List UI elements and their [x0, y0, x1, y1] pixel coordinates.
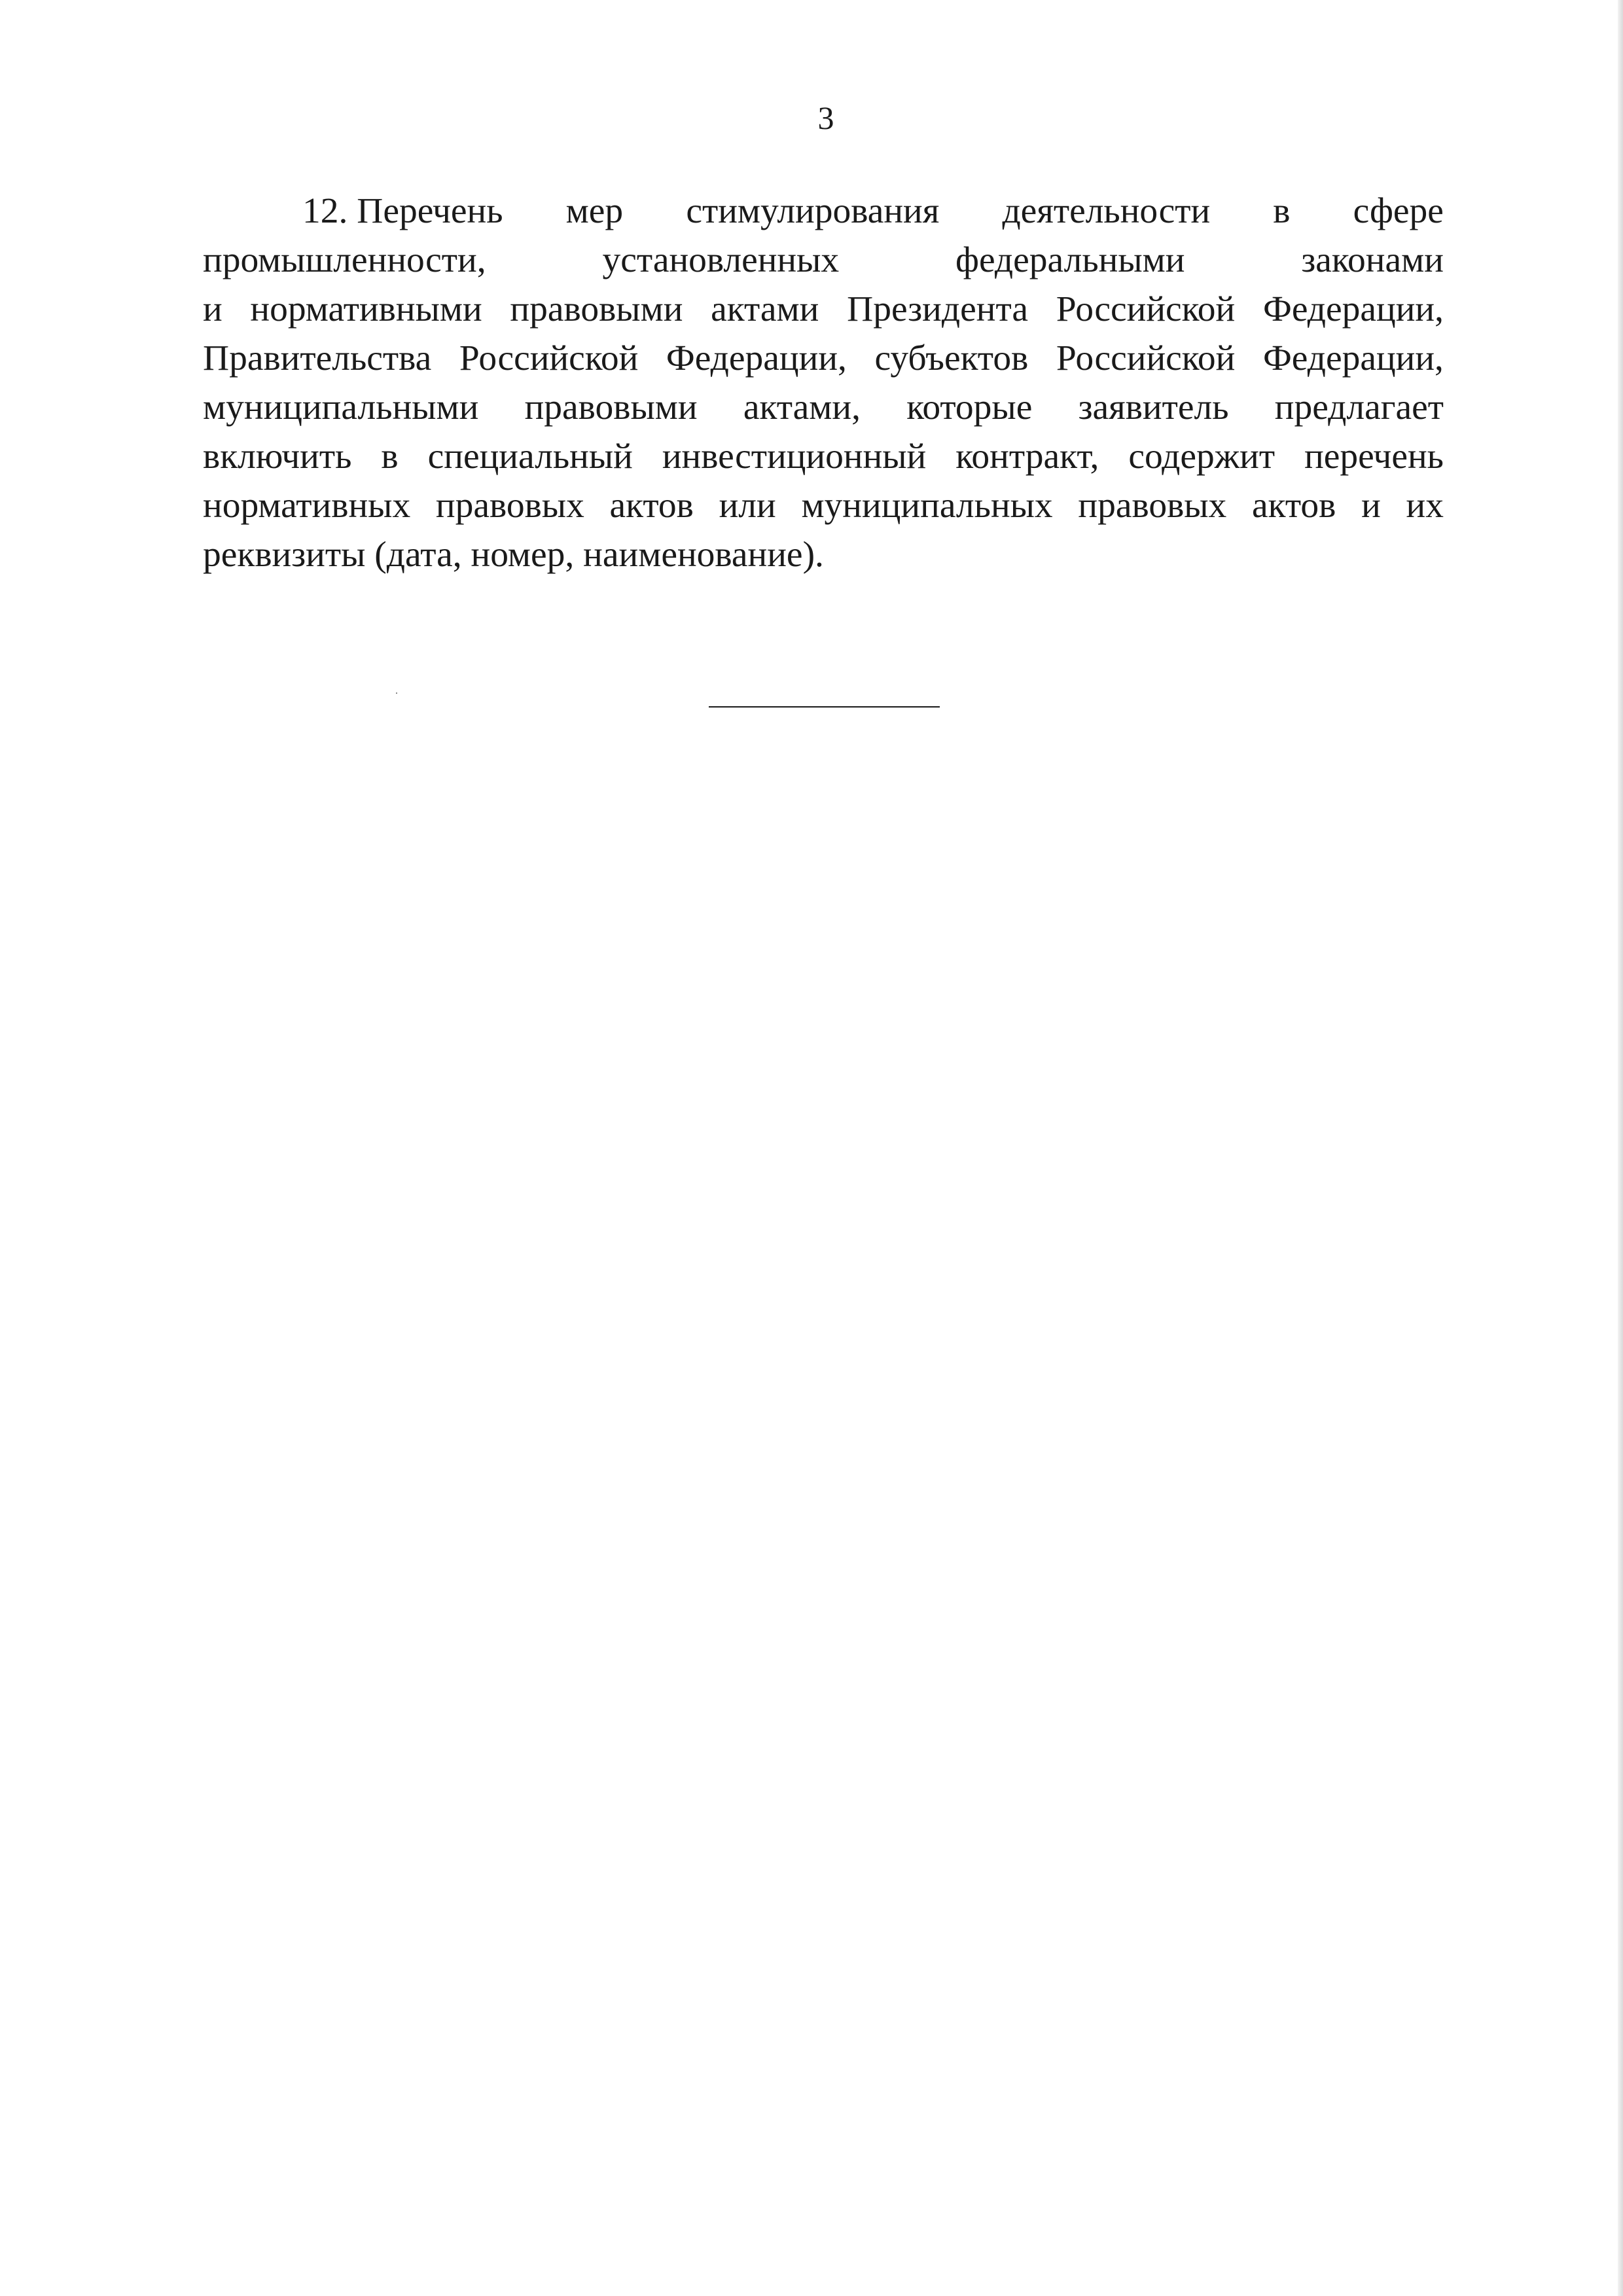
word: мер	[565, 191, 624, 231]
paragraph-line-3	[203, 285, 1444, 334]
word: муниципальными	[203, 387, 479, 427]
word: актами	[711, 289, 819, 329]
word: включить	[203, 437, 352, 476]
word: в	[381, 437, 399, 476]
word: субъектов	[874, 338, 1029, 378]
end-of-document-rule	[709, 706, 940, 708]
word: правовыми	[510, 289, 683, 329]
paragraph-12	[203, 187, 1444, 579]
word: их	[1406, 486, 1444, 526]
word: сфере	[1353, 191, 1444, 231]
word: инвестиционный	[662, 437, 927, 476]
paragraph-line-8: реквизиты (дата, номер, наименование).	[203, 535, 824, 575]
word: федеральными	[955, 240, 1185, 280]
paragraph-line-4	[203, 334, 1444, 383]
word: стимулирования	[686, 191, 940, 231]
paragraph-line-7	[203, 481, 1444, 530]
word: и	[1361, 486, 1381, 526]
word: правовых	[435, 486, 584, 526]
word: Правительства	[203, 338, 432, 378]
word: правовыми	[524, 387, 698, 427]
paragraph-line-5	[203, 383, 1444, 432]
word: актов	[1252, 486, 1336, 526]
word: Президента	[847, 289, 1029, 329]
page-number: 3	[817, 99, 834, 136]
word: актов	[609, 486, 694, 526]
word: правовых	[1078, 486, 1227, 526]
word: Федерации,	[666, 338, 847, 378]
word: в	[1273, 191, 1291, 231]
word: специальный	[427, 437, 633, 476]
word: Российской	[1056, 338, 1236, 378]
word: предлагает	[1274, 387, 1444, 427]
paragraph-line-2	[203, 236, 1444, 285]
word: деятельности	[1002, 191, 1211, 231]
paragraph-line-1	[203, 187, 1444, 236]
word: которые	[906, 387, 1033, 427]
word: Федерации,	[1262, 338, 1444, 378]
scan-page-edge	[1618, 0, 1623, 2296]
word: 12. Перечень	[302, 191, 503, 231]
word: установленных	[602, 240, 840, 280]
word: или	[719, 486, 776, 526]
word: нормативных	[203, 486, 411, 526]
word: актами,	[743, 387, 861, 427]
word: содержит	[1128, 437, 1275, 476]
word: контракт,	[955, 437, 1099, 476]
word: законами	[1301, 240, 1444, 280]
word: нормативными	[250, 289, 482, 329]
word: перечень	[1304, 437, 1444, 476]
word: промышленности,	[203, 240, 486, 280]
word: муниципальных	[801, 486, 1053, 526]
word: и	[203, 289, 223, 329]
word: Российской	[1056, 289, 1236, 329]
word: Федерации,	[1262, 289, 1444, 329]
scan-speck	[396, 692, 397, 694]
word: заявитель	[1078, 387, 1229, 427]
word: Российской	[459, 338, 639, 378]
paragraph-line-6	[203, 432, 1444, 481]
